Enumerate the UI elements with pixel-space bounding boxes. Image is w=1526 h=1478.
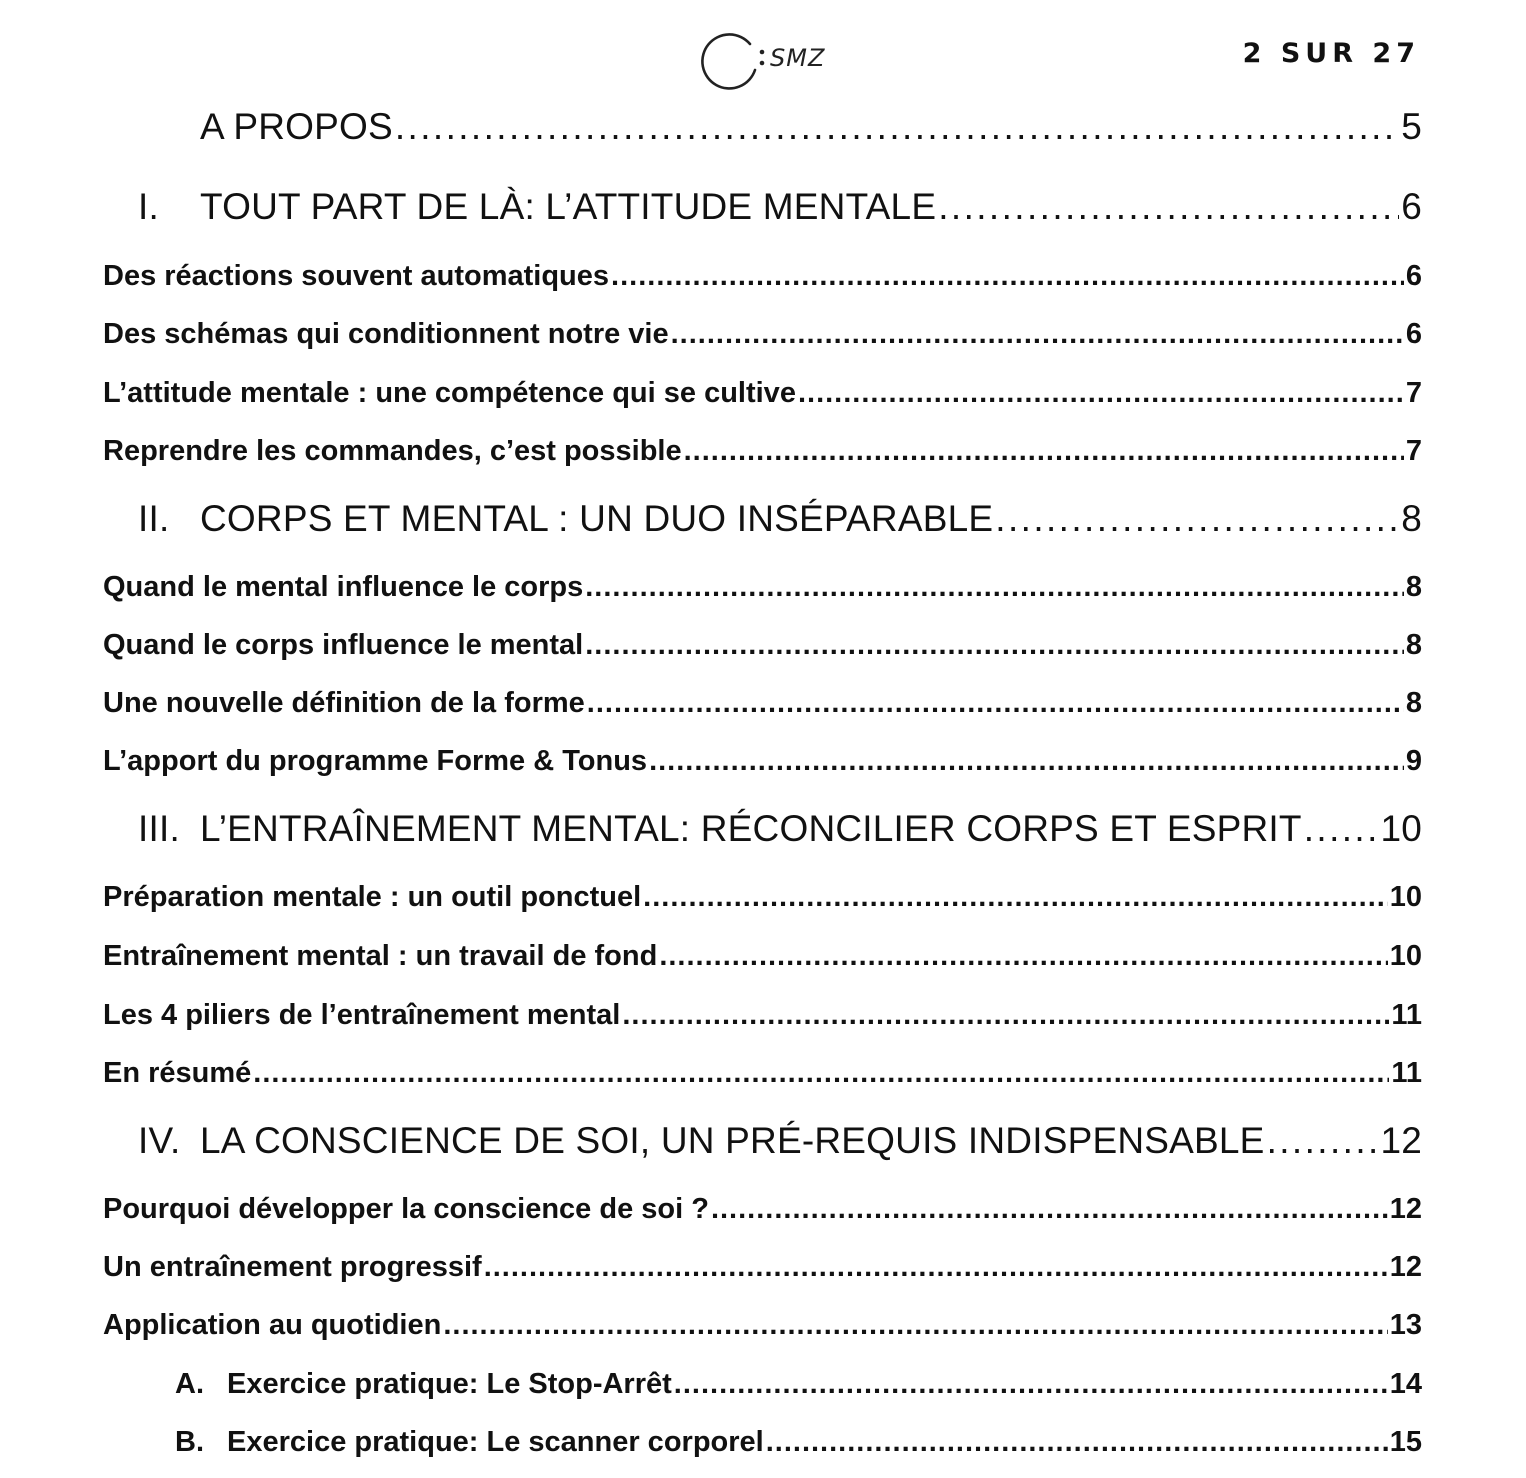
toc-entry-chapter[interactable] xyxy=(138,1120,1422,1162)
toc-entry-title: L’attitude mentale : une compétence qui se cultive xyxy=(103,377,796,409)
toc-entry-page-number: 9 xyxy=(1405,745,1422,777)
toc-dot-leader xyxy=(659,940,1387,973)
toc-entry-title: A PROPOS xyxy=(200,106,393,147)
toc-entry-section[interactable] xyxy=(103,745,1422,778)
toc-entry-section[interactable] xyxy=(103,940,1422,973)
toc-entry-title: L’ENTRAÎNEMENT MENTAL: RÉCONCILIER CORPS ET ESPRIT xyxy=(200,808,1302,849)
toc-entry-title: Quand le corps influence le mental xyxy=(103,629,584,661)
toc-dot-leader xyxy=(671,318,1404,351)
toc-dot-leader xyxy=(643,881,1388,914)
toc-entry-page-number: 12 xyxy=(1389,1193,1422,1225)
toc-dot-leader xyxy=(938,186,1399,228)
circle-logo-icon xyxy=(698,30,768,96)
smz-logo xyxy=(698,30,838,96)
toc-entry-page-number: 13 xyxy=(1389,1309,1422,1341)
toc-entry-title: TOUT PART DE LÀ: L’ATTITUDE MENTALE xyxy=(200,186,937,227)
toc-entry-chapter[interactable] xyxy=(138,808,1422,850)
toc-dot-leader xyxy=(1267,1120,1379,1162)
toc-entry-title: Les 4 piliers de l’entraînement mental xyxy=(103,999,621,1031)
toc-entry-page-number: 10 xyxy=(1380,808,1422,849)
page-counter: 2 SUR 27 xyxy=(1242,38,1420,69)
toc-entry-section[interactable] xyxy=(103,687,1422,720)
toc-dot-leader xyxy=(611,260,1404,293)
toc-entry-chapter[interactable] xyxy=(138,106,1422,148)
toc-entry-page-number: 14 xyxy=(1389,1368,1422,1400)
toc-dot-leader xyxy=(585,629,1404,662)
toc-dot-leader xyxy=(995,498,1399,540)
toc-entry-page-number: 7 xyxy=(1405,435,1422,467)
toc-entry-number: III. xyxy=(138,808,180,849)
toc-dot-leader xyxy=(443,1309,1387,1342)
toc-entry-section[interactable] xyxy=(103,881,1422,914)
toc-entry-number: A. xyxy=(175,1368,204,1400)
toc-entry-title: LA CONSCIENCE DE SOI, UN PRÉ-REQUIS INDISPENSABLE xyxy=(200,1120,1265,1161)
toc-entry-title: Quand le mental influence le corps xyxy=(103,571,584,603)
toc-entry-title: Des réactions souvent automatiques xyxy=(103,260,610,292)
toc-entry-title: Des schémas qui conditionnent notre vie xyxy=(103,318,669,350)
toc-dot-leader xyxy=(649,745,1404,778)
toc-entry-page-number: 12 xyxy=(1380,1120,1422,1161)
toc-entry-section[interactable] xyxy=(103,1309,1422,1342)
toc-entry-page-number: 15 xyxy=(1389,1426,1422,1458)
toc-entry-title: Une nouvelle définition de la forme xyxy=(103,687,585,719)
toc-entry-title: Application au quotidien xyxy=(103,1309,442,1341)
toc-entry-number: IV. xyxy=(138,1120,181,1161)
toc-entry-subsection[interactable] xyxy=(175,1368,1422,1401)
toc-entry-title: Préparation mentale : un outil ponctuel xyxy=(103,881,642,913)
toc-entry-page-number: 6 xyxy=(1401,186,1422,227)
toc-entry-title: Entraînement mental : un travail de fond xyxy=(103,940,658,972)
toc-dot-leader xyxy=(484,1251,1388,1284)
toc-entry-subsection[interactable] xyxy=(175,1426,1422,1459)
toc-entry-title: Un entraînement progressif xyxy=(103,1251,482,1283)
toc-entry-section[interactable] xyxy=(103,435,1422,468)
toc-entry-page-number: 8 xyxy=(1405,571,1422,603)
toc-dot-leader xyxy=(585,571,1404,604)
toc-entry-chapter[interactable] xyxy=(138,498,1422,540)
toc-entry-section[interactable] xyxy=(103,571,1422,604)
toc-entry-section[interactable] xyxy=(103,1057,1422,1090)
toc-entry-title: Pourquoi développer la conscience de soi ? xyxy=(103,1193,709,1225)
toc-entry-page-number: 10 xyxy=(1389,940,1422,972)
toc-dot-leader xyxy=(766,1426,1388,1459)
toc-entry-page-number: 11 xyxy=(1391,999,1422,1031)
toc-entry-section[interactable] xyxy=(103,1193,1422,1226)
toc-entry-title: Exercice pratique: Le Stop-Arrêt xyxy=(227,1368,672,1400)
toc-entry-section[interactable] xyxy=(103,260,1422,293)
toc-dot-leader xyxy=(711,1193,1388,1226)
logo-text: SMZ xyxy=(770,44,826,72)
toc-entry-number: I. xyxy=(138,186,159,227)
toc-dot-leader xyxy=(1304,808,1379,850)
toc-entry-number: B. xyxy=(175,1426,204,1458)
toc-entry-page-number: 6 xyxy=(1405,260,1422,292)
toc-entry-title: Exercice pratique: Le scanner corporel xyxy=(227,1426,764,1458)
toc-dot-leader xyxy=(395,106,1399,148)
toc-dot-leader xyxy=(684,435,1404,468)
toc-entry-title: L’apport du programme Forme & Tonus xyxy=(103,745,648,777)
toc-dot-leader xyxy=(587,687,1404,720)
toc-entry-title: CORPS ET MENTAL : UN DUO INSÉPARABLE xyxy=(200,498,994,539)
toc-entry-section[interactable] xyxy=(103,1251,1422,1284)
toc-entry-page-number: 12 xyxy=(1389,1251,1422,1283)
toc-entry-page-number: 7 xyxy=(1405,377,1422,409)
toc-entry-page-number: 11 xyxy=(1391,1057,1422,1089)
toc-entry-page-number: 6 xyxy=(1405,318,1422,350)
toc-entry-number: II. xyxy=(138,498,170,539)
toc-entry-page-number: 5 xyxy=(1401,106,1422,147)
toc-entry-section[interactable] xyxy=(103,999,1422,1032)
toc-entry-chapter[interactable] xyxy=(138,186,1422,228)
toc-dot-leader xyxy=(674,1368,1388,1401)
toc-entry-page-number: 8 xyxy=(1401,498,1422,539)
toc-dot-leader xyxy=(622,999,1389,1032)
toc-entry-section[interactable] xyxy=(103,318,1422,351)
toc-dot-leader xyxy=(253,1057,1389,1090)
toc-entry-section[interactable] xyxy=(103,377,1422,410)
toc-entry-page-number: 8 xyxy=(1405,687,1422,719)
toc-entry-title: En résumé xyxy=(103,1057,252,1089)
toc-entry-page-number: 8 xyxy=(1405,629,1422,661)
toc-dot-leader xyxy=(798,377,1404,410)
toc-entry-section[interactable] xyxy=(103,629,1422,662)
toc-entry-title: Reprendre les commandes, c’est possible xyxy=(103,435,682,467)
toc-entry-page-number: 10 xyxy=(1389,881,1422,913)
